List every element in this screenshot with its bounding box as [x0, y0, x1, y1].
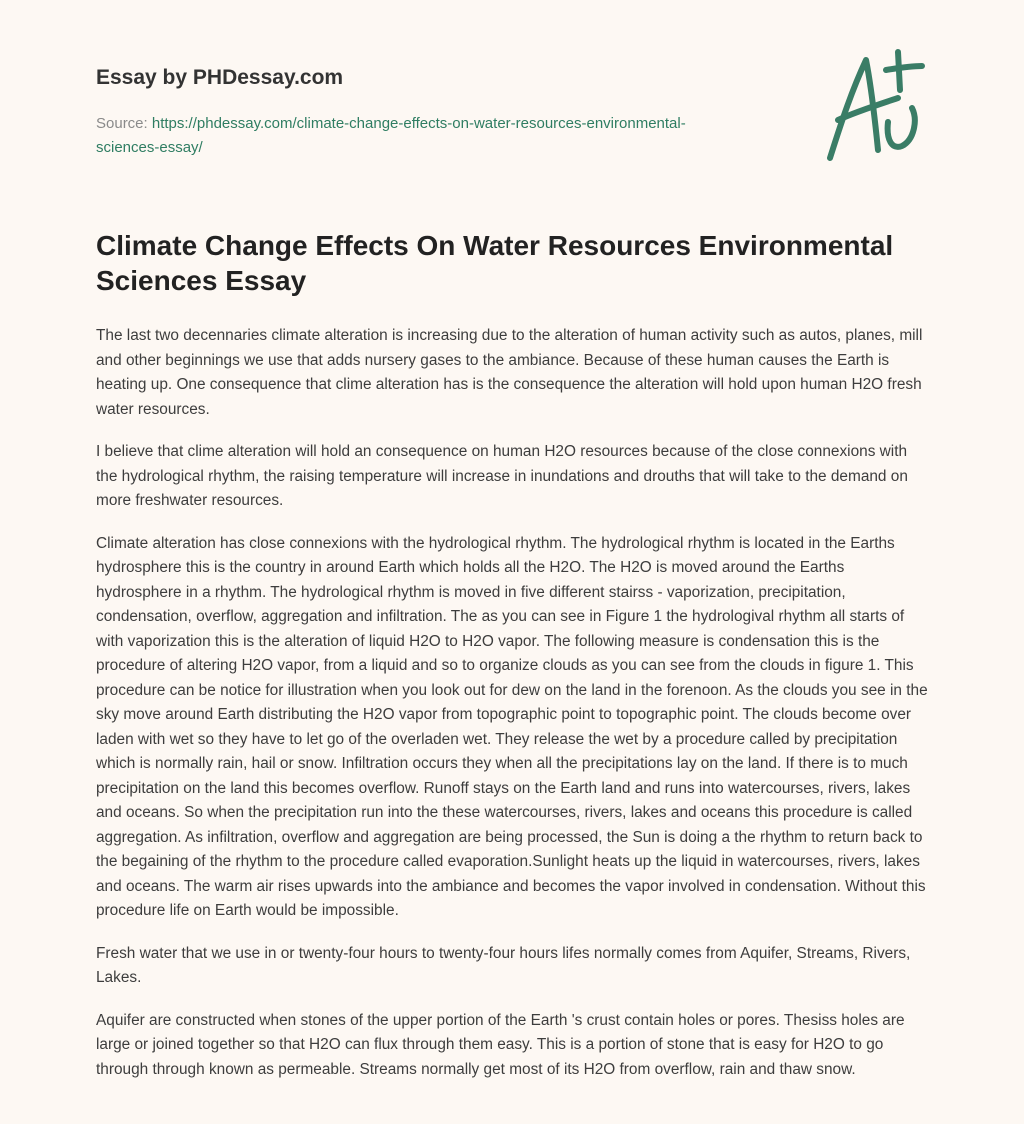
- essay-paragraph: Aquifer are constructed when stones of the upper portion of the Earth 's crust contain holes or pores. Thesiss holes are large or joined together so that H2O can flux through them easy. This is a portion of stone that is easy for H2O to go through through known as permeable. Streams normally get most of its H2O from overflow, rain and thaw snow.: [96, 1011, 905, 1078]
- essay-body: [96, 324, 932, 1100]
- essay-paragraph: Fresh water that we use in or twenty-four hours to twenty-four hours lifes normally comes from Aquifer, Streams, Rivers, Lakes.: [96, 944, 911, 986]
- essay-title: Climate Change Effects On Water Resources Environmental Sciences Essay: [96, 230, 894, 296]
- source-link[interactable]: https://phdessay.com/climate-change-effects-on-water-resources-environmental-sciences-essay/: [96, 115, 686, 156]
- essay-paragraph: The last two decennaries climate alteration is increasing due to the alteration of human activity such as autos, planes, mill and other beginnings we use that adds nursery gases to the ambiance. Because of these human causes the Earth is heating up. One consequence that clime alteration has is the consequence the alteration will hold upon human H2O fresh water resources.: [96, 327, 923, 418]
- source-line: [96, 112, 716, 160]
- essay-paragraph: Climate alteration has close connexions with the hydrological rhythm. The hydrological rhythm is located in the Earths hydrosphere this is the country in around Earth which holds all the H2O. The H2O is moved around the Earths hydrosphere in a rhythm. The hydrological rhythm is moved in five different stairss - vaporization, precipitation, condensation, overflow, aggregation and infiltration. The as you can see in Figure 1 the hydrologival rhythm all starts of with vaporization this is the alteration of liquid H2O to H2O vapor. The following measure is condensation this is the procedure of altering H2O vapor, from a liquid and so to organize clouds as you can see from the clouds in figure 1. This procedure can be notice for illustration when you look out for dew on the land in the forenoon. As the clouds you see in the sky move around Earth distributing the H2O vapor from topographic point to topographic point. The clouds become over laden with wet so they have to let go of the overladen wet. They release the wet by a procedure called by precipitation which is normally rain, hail or snow. Infiltration occurs they when all the precipitations lay on the land. If there is to much precipitation on the land this becomes overflow. Runoff stays on the Earth land and runs into watercourses, rivers, lakes and oceans. So when the precipitation run into the these watercourses, rivers, lakes and oceans this procedure is called aggregation. As infiltration, overflow and aggregation are being processed, the Sun is doing a the rhythm to return back to the begaining of the rhythm to the procedure called evaporation.Sunlight heats up the liquid in watercourses, rivers, lakes and oceans. The warm air rises upwards into the ambiance and becomes the vapor involved in condensation. Without this procedure life on Earth would be impossible.: [96, 534, 928, 919]
- essay-paragraph: I believe that clime alteration will hold an consequence on human H2O resources because of the close connexions with the hydrological rhythm, the raising temperature will increase in inundations and drouths that will take to the demand on more freshwater resources.: [96, 443, 908, 509]
- site-title: Essay by PHDessay.com: [96, 66, 344, 89]
- source-label: Source:: [96, 115, 152, 132]
- a-plus-logo-icon: [820, 40, 930, 165]
